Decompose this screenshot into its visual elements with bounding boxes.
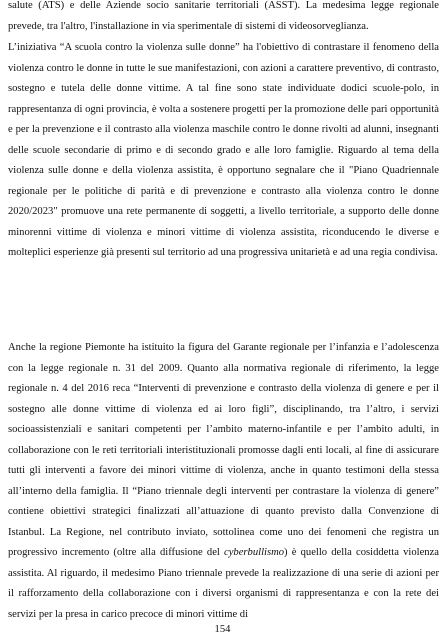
paragraph-3-part-1: Anche la regione Piemonte ha istituito la figura del Garante regionale per l’infanzia e l’adolescenza con la legge regionale n. 31 del 2009. Quanto alla normativa regionale di riferimento, la legge regionale n. 4 del 2016 reca “Interventi di prevenzione e contrasto della violenza di genere e per il sostegno alle donne vittime di violenza ed ai loro figli”, disciplinando, tra l’altro, i servizi socioassistenziali e sanitari competenti per l’ambito materno-infantile e per l’ambito adulti, in collaborazione con le reti territoriali interistituzionali promosse dagli enti locali, al fine di assicurare tutti gli interventi a favore dei minori vittime di violenza, anche in quanto testimoni della stessa all’interno della famiglia. Il “Piano triennale degli interventi per contrastare la violenza di genere” contiene obiettivi strategici finalizzati all’attuazione di quanto previsto dalla Convenzione di Istanbul. La Regione, nel contributo inviato, sottolinea come uno dei fenomeni che registra un progressivo incremento (oltre alla diffusione del xyxy=(8,342,439,558)
paragraph-3-part-2: ) è quello della cosiddetta violenza assistita. Al riguardo, il medesimo Piano triennale prevede la realizzazione di una serie di azioni per il rafforzamento della collaborazione con i diversi organismi di rappresentanza e con la rete dei servizi per la presa in carico precoce di minori vittime di xyxy=(8,547,439,620)
cyberbullismo-term: cyberbullismo xyxy=(224,547,285,558)
paragraph-1: salute (ATS) e delle Aziende socio sanitarie territoriali (ASST). La medesima legge regionale prevede, tra l'altro, l'installazione in via sperimentale di sistemi di videosorveglianza. xyxy=(8,0,439,32)
paragraph-2: L’iniziativa “A scuola contro la violenza sulle donne” ha l'obiettivo di contrastare il fenomeno della violenza contro le donne in tutte le sue manifestazioni, con azioni a carattere preventivo, di contrasto, sostegno e tutela delle donne vittime. A tal fine sono state individuate dodici scuole-polo, in rappresentanza di ogni provincia, è volta a sostenere progetti per la promozione delle pari opportunità e per la prevenzione e il contrasto alla violenza maschile contro le donne rivolti ad alunni, insegnanti delle scuole secondarie di primo e di secondo grado e alle loro famiglie. Riguardo al tema della violenza sulle donne e della violenza assistita, è opportuno segnalare che il "Piano Quadriennale regionale per le politiche di parità e di prevenzione e contrasto alla violenza contro le donne 2020/2023" promuove una rete permanente di soggetti, a livello territoriale, a supporto delle donne minorenni vittime di violenza e minori vittime di violenza assistita, riconducendo le diverse e molteplici esperienze già presenti sul territorio ad una progressiva unitarietà e ad una regia condivisa. xyxy=(8,42,439,258)
page-number: 154 xyxy=(214,624,231,635)
paragraph-3 xyxy=(8,338,439,625)
